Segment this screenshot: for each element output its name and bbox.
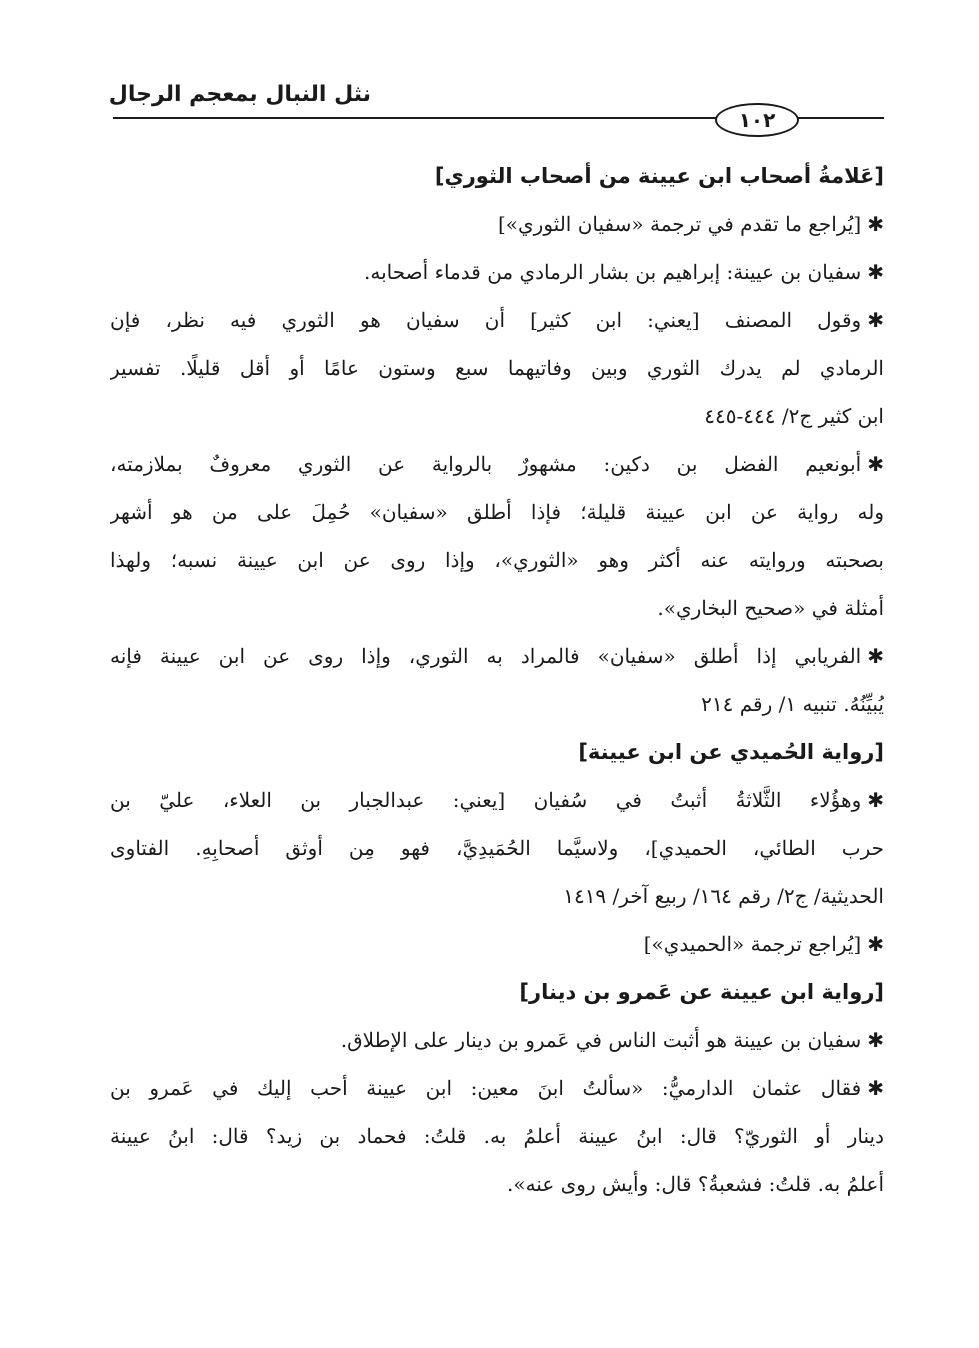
- section-heading: [110, 728, 884, 776]
- asterisk-bullet-icon: ✱: [867, 1076, 884, 1100]
- asterisk-bullet-icon: ✱: [867, 932, 884, 956]
- line-text: [رواية الحُميدي عن ابن عيينة]: [578, 740, 884, 764]
- line-text: سفيان بن عيينة هو أثبت الناس في عَمرو بن دينار على الإطلاق.: [340, 1028, 862, 1052]
- section-heading: [110, 152, 884, 200]
- line-text: فقال عثمان الدارميُّ: «سألتُ ابنَ معين: ابن عيينة أحب إليك في عَمرو بن: [110, 1076, 862, 1100]
- asterisk-bullet-icon: ✱: [867, 260, 884, 284]
- line-text: الحديثية/ ج٢/ رقم ١٦٤/ ربيع آخر/ ١٤١٩: [563, 884, 884, 908]
- line-text: الفريابي إذا أطلق «سفيان» فالمراد به الثوري، وإذا روى عن ابن عيينة فإنه: [110, 644, 862, 668]
- page-number-oval: [715, 103, 799, 137]
- line-text: يُبيِّنُهُ. تنبيه ١/ رقم ٢١٤: [701, 692, 884, 716]
- running-title: نثل النبال بمعجم الرجال: [108, 82, 371, 107]
- line-text: بصحبته وروايته عنه أكثر وهو «الثوري»، وإذا روى عن ابن عيينة نسبه؛ ولهذا: [110, 548, 884, 572]
- text-line: [110, 920, 884, 968]
- text-line: [110, 1064, 884, 1112]
- text-line: [110, 248, 884, 296]
- asterisk-bullet-icon: ✱: [867, 644, 884, 668]
- page-body: [110, 152, 884, 1208]
- line-text: سفيان بن عيينة: إبراهيم بن بشار الرمادي من قدماء أصحابه.: [364, 260, 862, 284]
- text-line: [110, 632, 884, 680]
- text-line: [110, 296, 884, 344]
- line-text: [يُراجع ترجمة «الحميدي»]: [643, 932, 862, 956]
- line-text: أعلمُ به. قلتُ: فشعبةُ؟ قال: وأيش روى عنه».: [506, 1172, 884, 1196]
- asterisk-bullet-icon: ✱: [867, 212, 884, 236]
- text-line: [110, 1112, 884, 1160]
- line-text: [يُراجع ما تقدم في ترجمة «سفيان الثوري»]: [497, 212, 862, 236]
- line-text: ابن كثير ج٢/ ٤٤٤-٤٤٥: [704, 404, 884, 428]
- line-text: [عَلامةُ أصحاب ابن عيينة من أصحاب الثوري]: [434, 164, 884, 188]
- text-line: [110, 440, 884, 488]
- section-heading: [110, 968, 884, 1016]
- text-line: [110, 584, 884, 632]
- text-line: [110, 488, 884, 536]
- line-text: وله رواية عن ابن عيينة قليلة؛ فإذا أطلق «سفيان» حُمِلَ على من هو أشهر: [110, 500, 884, 524]
- text-line: [110, 1016, 884, 1064]
- text-line: [110, 1160, 884, 1208]
- asterisk-bullet-icon: ✱: [867, 308, 884, 332]
- line-text: [رواية ابن عيينة عن عَمرو بن دينار]: [519, 980, 884, 1004]
- page-number: ١٠٢: [738, 108, 776, 132]
- line-text: الرمادي لم يدرك الثوري وبين وفاتيهما سبع وستون عامًا أو أقل قليلًا. تفسير: [110, 356, 884, 380]
- line-text: أمثلة في «صحيح البخاري».: [657, 596, 884, 620]
- line-text: حرب الطائي، الحميدي]، ولاسيَّما الحُمَيدِيَّ، فهو مِن أوثق أصحابِهِ. الفتاوى: [110, 836, 884, 860]
- text-line: [110, 200, 884, 248]
- line-text: أبونعيم الفضل بن دكين: مشهورٌ بالرواية عن الثوري معروفٌ بملازمته،: [110, 452, 862, 476]
- asterisk-bullet-icon: ✱: [867, 452, 884, 476]
- text-line: [110, 776, 884, 824]
- text-line: [110, 392, 884, 440]
- line-text: دينار أو الثوريّ؟ قال: ابنُ عيينة أعلمُ به. قلتُ: فحماد بن زيد؟ قال: ابنُ عيينة: [110, 1124, 884, 1148]
- line-text: وقول المصنف [يعني: ابن كثير] أن سفيان هو الثوري فيه نظر، فإن: [110, 308, 862, 332]
- line-text: وهؤُلاء الثَّلاثةُ أثبتُ في سُفيان [يعني: عبدالجبار بن العلاء، عليّ بن: [110, 788, 862, 812]
- text-line: [110, 344, 884, 392]
- text-line: [110, 536, 884, 584]
- text-line: [110, 824, 884, 872]
- asterisk-bullet-icon: ✱: [867, 788, 884, 812]
- text-line: [110, 872, 884, 920]
- asterisk-bullet-icon: ✱: [867, 1028, 884, 1052]
- text-line: [110, 680, 884, 728]
